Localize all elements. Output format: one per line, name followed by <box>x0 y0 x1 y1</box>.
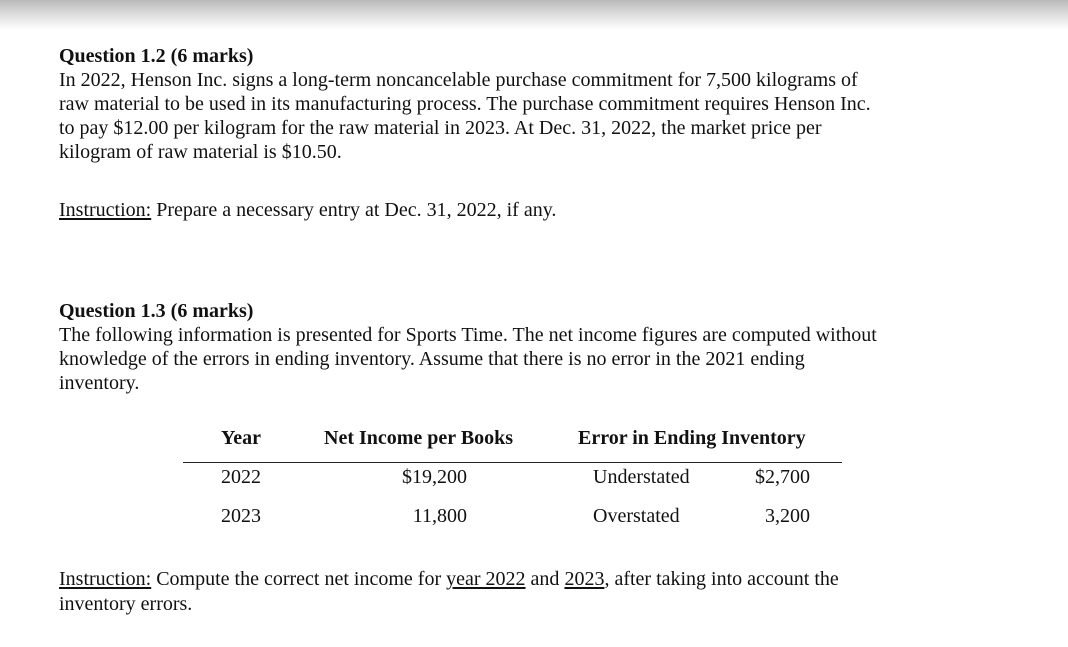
table-cell-year: 2023 <box>221 505 261 527</box>
question-1-2-instruction <box>59 198 556 222</box>
table-cell-net-income: $19,200 <box>402 466 467 488</box>
table-cell-error-type: Understated <box>593 466 690 488</box>
instruction-label: Instruction: <box>59 568 152 590</box>
instruction-label: Instruction: <box>59 199 152 221</box>
question-1-3-instruction <box>59 567 839 591</box>
question-1-3-heading: Question 1.3 (6 marks) <box>59 300 254 322</box>
instruction-year-2022: year 2022 <box>446 568 526 590</box>
table-cell-error-type: Overstated <box>593 505 680 527</box>
question-1-2-body: In 2022, Henson Inc. signs a long-term noncancelable purchase commitment for 7,500 kilograms of raw material to be used in its manufacturing process. The purchase commitment requires Henson Inc. to pay $12.00 per kilogram for the raw material in 2023. At Dec. 31, 2022, the market price per kilogram of raw material is $10.50. <box>59 69 871 163</box>
question-1-3-body: The following information is presented for Sports Time. The net income figures are computed without knowledge of the errors in ending inventory. Assume that there is no error in the 2021 ending inventory. <box>59 324 877 394</box>
table-cell-error-amount: 3,200 <box>765 505 810 527</box>
instruction-text: , after taking into account the <box>604 568 839 590</box>
instruction-year-2023: 2023 <box>564 568 605 590</box>
instruction-text: Prepare a necessary entry at Dec. 31, 2022, if any. <box>151 199 557 221</box>
table-header-net-income: Net Income per Books <box>324 427 514 449</box>
instruction-text: and <box>525 568 565 590</box>
table-header-error: Error in Ending Inventory <box>578 427 806 449</box>
question-1-3-instruction-continued: inventory errors. <box>59 593 193 615</box>
table-cell-error-amount: $2,700 <box>755 466 810 488</box>
question-1-2-heading: Question 1.2 (6 marks) <box>59 45 254 67</box>
table-cell-net-income: 11,800 <box>412 505 467 527</box>
table-cell-year: 2022 <box>221 466 261 488</box>
instruction-text: Compute the correct net income for <box>151 568 447 590</box>
table-header-year: Year <box>221 427 261 449</box>
table-header-rule <box>183 462 842 463</box>
top-shadow <box>0 0 1068 30</box>
